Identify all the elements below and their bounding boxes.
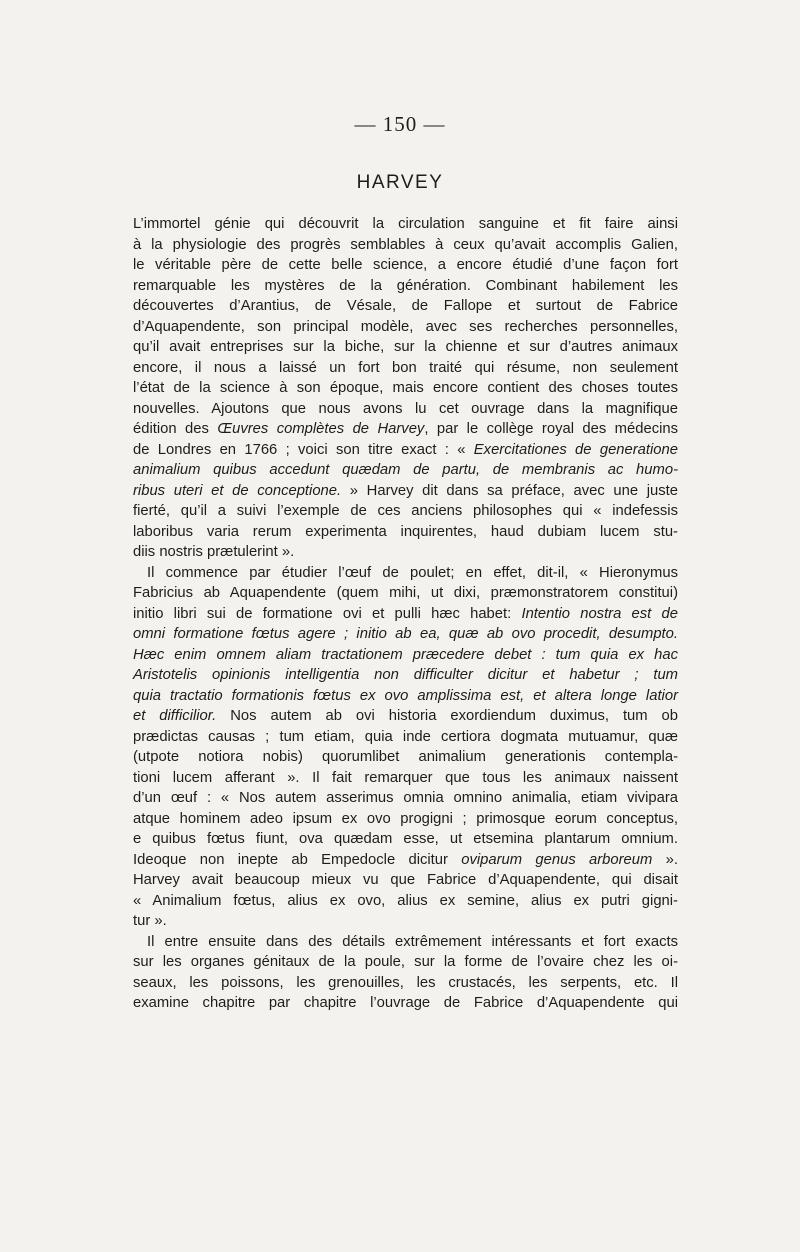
italic-text: Œuvres complètes de Harvey [217,421,425,437]
text-line [133,911,678,932]
body-text [133,214,678,1014]
text-line [133,747,678,768]
text-segment: « Animalium fœtus, alius ex ovo, alius ex semine, alius ex putri gigni- [133,892,678,909]
text-line [133,255,678,276]
text-segment: de Londres en 1766 ; voici son titre exact : « [133,441,474,458]
text-line [133,870,678,891]
text-segment: encore, il nous a laissé un fort bon traité qui résume, non seulement [133,359,678,376]
text-segment: laboribus varia rerum experimenta inquirentes, haud dubiam lucem stu- [133,523,678,540]
text-line [133,850,678,871]
text-line [133,973,678,994]
text-line [133,481,678,502]
text-segment: e quibus fœtus fiunt, ova quædam esse, ut etsemina plantarum omnium. [133,831,678,847]
text-line [133,542,678,563]
italic-text: quia tractatio formationis fœtus ex ovo amplissima est, et altera longe latior [133,687,678,704]
text-line [133,235,678,256]
italic-text: omni formatione fœtus agere ; initio ab ea, quæ ab ovo procedit, desumpto. [133,626,678,642]
text-line [133,296,678,317]
page-title: HARVEY [356,172,444,193]
text-segment: remarquable les mystères de la génération. Combinant habilement les [133,277,678,294]
text-line [133,583,678,604]
text-line [133,788,678,809]
text-line [133,727,678,748]
text-segment: initio libri sui de formatione ovi et pulli hæc habet: [133,605,522,622]
text-segment: ». [652,851,678,868]
text-segment: d’un œuf : « Nos autem asserimus omnia omnino animalia, etiam vivipara [133,790,678,806]
text-line [133,624,678,645]
text-line [133,645,678,666]
text-line [133,932,678,953]
text-line [133,665,678,686]
text-segment: d’Aquapendente, son principal modèle, avec ses recherches personnelles, [133,318,678,335]
text-line [133,440,678,461]
text-segment: Il entre ensuite dans des détails extrêmement intéressants et fort exacts [147,933,678,950]
text-segment: le véritable père de cette belle science, a encore étudié d’une façon fort [133,257,678,273]
text-line [133,809,678,830]
italic-text: Exercitationes de generatione [473,441,678,458]
text-line [133,686,678,707]
text-line [133,399,678,420]
italic-text: animalium quibus accedunt quædam de partu, de membranis ac humo- [133,462,678,478]
page-number: — 150 — [354,112,446,136]
text-segment: à la physiologie des progrès semblables à ceux qu’avait accomplis Galien, [133,236,678,253]
text-segment: fierté, qu’il a suivi l’exemple de ces anciens philosophes qui « indefessis [133,503,678,519]
italic-text: Hæc enim omnem aliam tractationem præcedere debet : tum quia ex hac [133,646,678,663]
text-line [133,768,678,789]
text-segment: Il commence par étudier l’œuf de poulet; en effet, dit-il, « Hieronymus [147,564,678,581]
text-line [133,419,678,440]
text-segment: L’immortel génie qui découvrit la circulation sanguine et fit faire ainsi [133,216,678,232]
text-segment: Harvey avait beaucoup mieux vu que Fabrice d’Aquapendente, qui disait [133,872,678,888]
text-line [133,563,678,584]
text-segment: Fabricius ab Aquapendente (quem mihi, ut dixi, præmonstratorem constitui) [133,585,678,601]
italic-text: et difficilior. [133,708,217,724]
text-segment: sur les organes génitaux de la poule, sur la forme de l’ovaire chez les oi- [133,954,678,970]
text-segment: atque hominem adeo ipsum ex ovo progigni ; primosque eorum conceptus, [133,810,678,827]
text-line [133,214,678,235]
text-line [133,993,678,1014]
text-segment: , par le collège royal des médecins [424,421,679,437]
text-line [133,952,678,973]
italic-text: oviparum genus arboreum [461,851,653,868]
text-segment: édition des [133,421,218,437]
italic-text: Intentio nostra est de [521,605,678,622]
text-segment: » Harvey dit dans sa préface, avec une juste [341,482,679,499]
text-line [133,891,678,912]
text-line [133,829,678,850]
text-line [133,378,678,399]
text-line [133,276,678,297]
text-segment: examine chapitre par chapitre l’ouvrage de Fabrice d’Aquapendente qui [133,995,678,1011]
text-segment: Nos autem ab ovi historia exordiendum duximus, tum ob [216,708,678,724]
text-line [133,522,678,543]
text-line [133,706,678,727]
text-line [133,604,678,625]
text-line [133,337,678,358]
text-segment: découvertes d’Arantius, de Vésale, de Fallope et surtout de Fabrice [133,298,678,314]
text-segment: qu’il avait entreprises sur la biche, sur la chienne et sur d’autres animaux [133,339,678,355]
text-segment: Ideoque non inepte ab Empedocle dicitur [133,851,462,868]
text-line [133,460,678,481]
text-segment: diis nostris prætulerint ». [133,544,295,560]
text-segment: l’état de la science à son époque, mais encore contient des choses toutes [133,380,678,396]
text-segment: tur ». [133,913,167,929]
italic-text: Aristotelis opinionis intelligentia non difficulter dicitur et habetur ; tum [133,667,678,683]
italic-text: ribus uteri et de conceptione. [133,482,342,499]
text-segment: (utpote notiora nobis) quorumlibet animalium generationis contempla- [133,749,678,765]
text-segment: seaux, les poissons, les grenouilles, les crustacés, les serpents, etc. Il [133,974,678,991]
text-line [133,358,678,379]
text-line [133,501,678,522]
text-line [133,317,678,338]
text-segment: nouvelles. Ajoutons que nous avons lu cet ouvrage dans la magnifique [133,400,678,417]
text-segment: prædictas causas ; tum etiam, quia inde certiora dogmata mutuamur, quæ [133,728,678,745]
text-segment: tioni lucem afferant ». Il fait remarquer que tous les animaux naissent [133,769,678,786]
